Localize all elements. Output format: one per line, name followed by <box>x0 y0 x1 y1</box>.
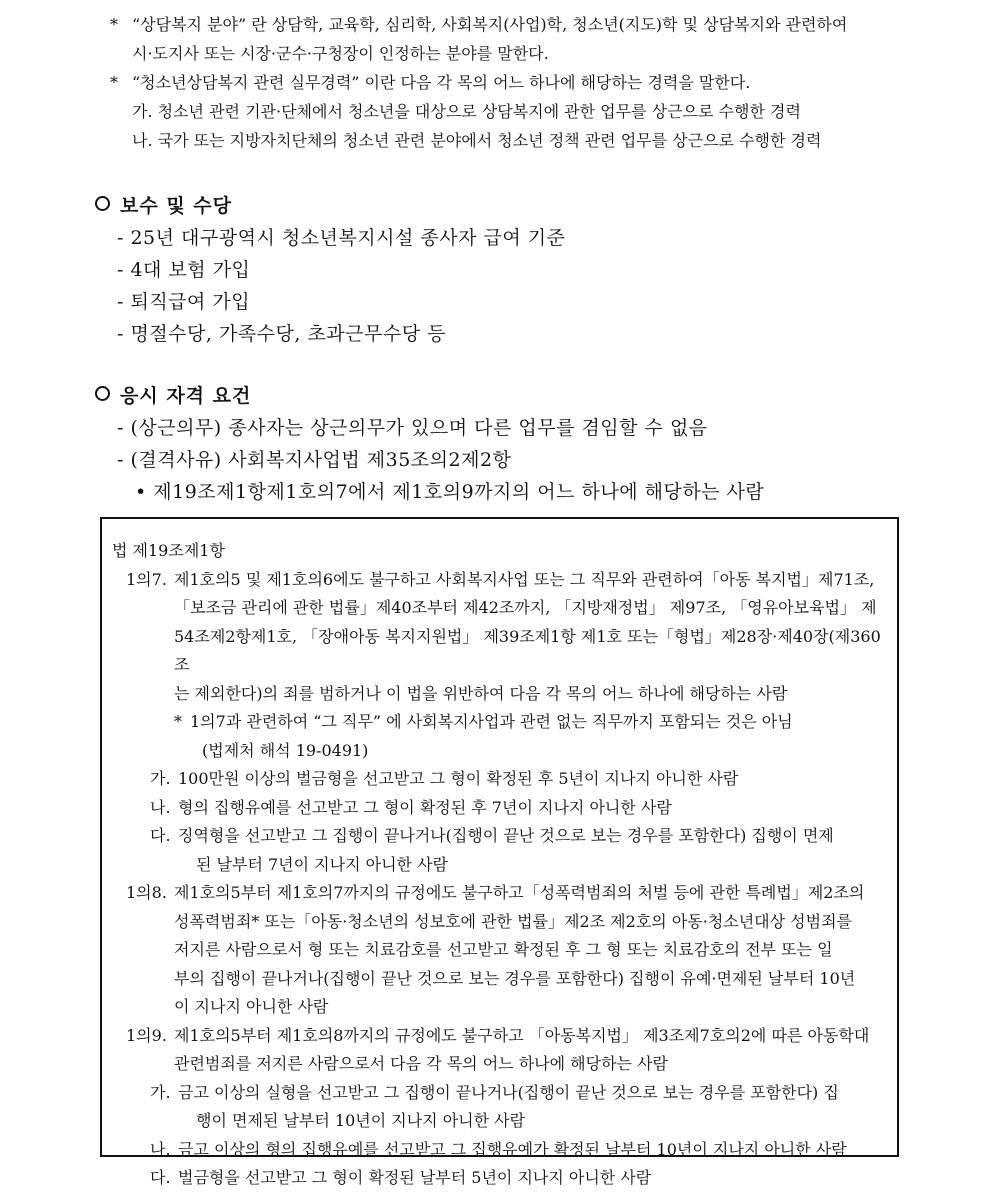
note-line: 시·도지사 또는 시장·군수·구청장이 인정하는 분야를 말한다. <box>132 44 549 63</box>
law-item-number: 1의8. <box>126 883 167 902</box>
qualification-item: - (결격사유) 사회복지사업법 제35조의2제2항 <box>117 449 512 471</box>
law-sub-line: 금고 이상의 형의 집행유예를 선고받고 그 집행유예가 확정된 날부터 10년이 지나지 아니한 사람 <box>178 1139 847 1159</box>
law-sub-line: 행이 면제된 날부터 10년이 지나지 아니한 사람 <box>196 1111 526 1130</box>
pay-section-title: 보수 및 수당 <box>120 195 232 217</box>
law-sub-mark: 가. <box>150 769 171 788</box>
law-item-line: 저지른 사람으로서 형 또는 치료감호를 선고받고 확정된 후 그 형 또는 치료감호의 전부 또는 일 <box>174 940 833 959</box>
law-sub-mark: 나. <box>150 797 171 817</box>
qualification-section-title: 응시 자격 요건 <box>120 385 252 407</box>
law-item-line: 「보조금 관리에 관한 법률」제40조부터 제42조까지, 「지방재정법」 제97조, 「영유아보육법」 제 <box>174 598 877 617</box>
law-item-1-7 <box>112 566 887 709</box>
law-item-note-cont <box>112 737 887 766</box>
law-sub-item <box>112 765 887 794</box>
law-sub-item-cont <box>112 851 887 880</box>
law-sub-mark: 나. <box>150 1139 171 1159</box>
note-counseling-field <box>110 10 910 68</box>
law-item-note <box>112 708 887 737</box>
pay-item: - 명절수당, 가족수당, 초과근무수당 등 <box>117 323 446 345</box>
note-asterisk: * <box>174 712 182 731</box>
law-excerpt-box <box>100 517 899 1187</box>
law-item-line: 제1호의5부터 제1호의7까지의 규정에도 불구하고「성폭력범죄의 처벌 등에 관한 특례법」제2조의 <box>174 883 865 902</box>
law-item-line: 부의 집행이 끝나거나(집행이 끝난 것으로 보는 경우를 포함한다) 집행이 유예·면제된 날부터 10년 <box>174 968 856 988</box>
law-item-line: 제1호의5 및 제1호의6에도 불구하고 사회복지사업 또는 그 직무와 관련하여「아동 복지법」제71조, <box>174 569 875 589</box>
law-item-1-9 <box>112 1022 887 1079</box>
law-sub-item <box>112 1079 887 1108</box>
law-sub-mark: 다. <box>150 1168 171 1187</box>
circle-bullet-icon <box>95 386 110 401</box>
law-sub-line: 징역형을 선고받고 그 집행이 끝나거나(집행이 끝난 것으로 보는 경우를 포함한다) 집행이 면제 <box>178 826 834 845</box>
law-sub-item <box>112 1136 887 1165</box>
note-asterisk: * <box>110 15 118 34</box>
law-note-line: (법제처 해석 19-0491) <box>202 740 369 760</box>
law-item-line: 성폭력범죄* 또는「아동·청소년의 성보호에 관한 법률」제2조 제2호의 아동·청소년대상 성범죄를 <box>174 911 853 931</box>
law-item-number: 1의7. <box>126 569 167 589</box>
note-line: 나. 국가 또는 지방자치단체의 청소년 관련 분야에서 청소년 정책 관련 업무를 상근으로 수행한 경력 <box>132 131 822 150</box>
law-sub-item <box>112 1164 887 1193</box>
note-line: 가. 청소년 관련 기관·단체에서 청소년을 대상으로 상담복지에 관한 업무를 상근으로 수행한 경력 <box>132 102 801 121</box>
qualification-item: - (상근의무) 종사자는 상근의무가 있으며 다른 업무를 겸임할 수 없음 <box>117 417 708 439</box>
note-line: “청소년상담복지 관련 실무경력” 이란 다음 각 목의 어느 하나에 해당하는 경력을 말한다. <box>132 73 751 92</box>
law-sub-line: 금고 이상의 실형을 선고받고 그 집행이 끝나거나(집행이 끝난 것으로 보는 경우를 포함한다) 집 <box>178 1082 839 1102</box>
pay-section <box>95 190 915 350</box>
section-heading <box>95 380 915 412</box>
law-sub-mark: 다. <box>150 826 171 845</box>
pay-item: - 25년 대구광역시 청소년복지시설 종사자 급여 기준 <box>117 227 566 249</box>
law-item-line: 관련범죄를 저지른 사람으로서 다음 각 목의 어느 하나에 해당하는 사람 <box>174 1054 668 1073</box>
section-heading <box>95 190 915 222</box>
pay-item: - 퇴직급여 가입 <box>117 291 251 313</box>
law-sub-item-cont <box>112 1107 887 1136</box>
law-item-line: 는 제외한다)의 죄를 범하거나 이 법을 위반하여 다음 각 목의 어느 하나에 해당하는 사람 <box>174 683 788 703</box>
note-asterisk: * <box>110 73 118 92</box>
note-line: “상담복지 분야” 란 상담학, 교육학, 심리학, 사회복지(사업)학, 청소년(지도)학 및 상담복지와 관련하여 <box>132 15 848 34</box>
law-sub-line: 벌금형을 선고받고 그 형이 확정된 날부터 5년이 지나지 아니한 사람 <box>178 1168 652 1187</box>
law-sub-mark: 가. <box>150 1082 171 1102</box>
qualification-section <box>95 380 915 508</box>
law-item-number: 1의9. <box>126 1025 167 1045</box>
circle-bullet-icon <box>95 196 110 211</box>
law-item-1-8 <box>112 879 887 1022</box>
note-practical-experience <box>110 68 910 155</box>
law-item-line: 54조제2항제1호, 「장애아동 복지지원법」 제39조제1항 제1호 또는「형법」제28장·제40장(제360조 <box>174 626 881 674</box>
law-item-line: 이 지나지 아니한 사람 <box>174 997 329 1016</box>
law-note-line: 1의7과 관련하여 “그 직무” 에 사회복지사업과 관련 없는 직무까지 포함되는 것은 아님 <box>190 712 793 731</box>
law-sub-item <box>112 822 887 851</box>
pay-item: - 4대 보험 가입 <box>117 259 251 281</box>
law-sub-line: 100만원 이상의 벌금형을 선고받고 그 형이 확정된 후 5년이 지나지 아니한 사람 <box>178 769 739 788</box>
definition-notes <box>110 10 910 155</box>
law-sub-line: 형의 집행유예를 선고받고 그 형이 확정된 후 7년이 지나지 아니한 사람 <box>178 797 672 817</box>
law-sub-item <box>112 794 887 823</box>
disqualification-detail: • 제19조제1항제1호의7에서 제1호의9까지의 어느 하나에 해당하는 사람 <box>135 481 765 503</box>
law-item-line: 제1호의5부터 제1호의8까지의 규정에도 불구하고 「아동복지법」 제3조제7호의2에 따른 아동학대 <box>174 1025 870 1045</box>
law-title: 법 제19조제1항 <box>112 541 225 560</box>
law-sub-line: 된 날부터 7년이 지나지 아니한 사람 <box>196 854 448 874</box>
